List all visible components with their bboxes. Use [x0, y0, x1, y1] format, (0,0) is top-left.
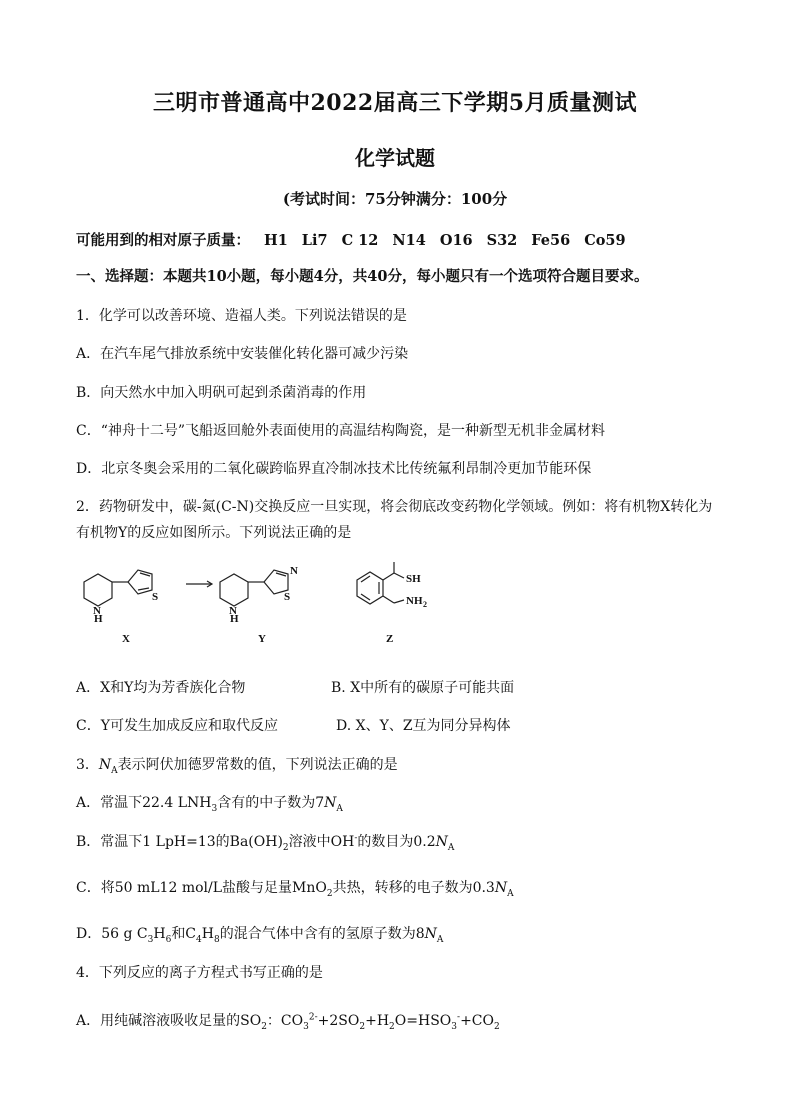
x-s-label: S [152, 591, 159, 603]
q1-option-d: D．北京冬奥会采用的二氧化碳跨临界直冷制冰技术比传统氟利昂制冷更加节能环保 [76, 461, 592, 477]
z-sh-label: SH [406, 573, 421, 585]
q3-d-and: 和C [171, 926, 197, 942]
q3-d-sub: 4 [196, 934, 202, 945]
q3-d-text: D．56 g C [76, 926, 148, 942]
q4-stem: 4．下列反应的离子方程式书写正确的是 [76, 965, 323, 981]
compound-x-label: X [122, 633, 130, 645]
na-subscript: A [111, 765, 118, 776]
q3-option-c [76, 877, 514, 899]
q3-d-sub: 6 [165, 934, 172, 945]
q4-a-text: O=HSO [394, 1013, 452, 1029]
q2-stem-line2: 有机物Y的反应如图所示。下列说法正确的是 [76, 525, 352, 541]
na-symbol: N [424, 926, 437, 942]
q4-a-sub: 2 [493, 1021, 500, 1032]
na-subscript: A [447, 842, 455, 853]
piperidine-ring-y [220, 574, 248, 606]
q3-stem [76, 754, 398, 776]
q3-a-text2: 含有的中子数为7 [217, 795, 325, 811]
q4-a-sup: - [457, 1012, 461, 1023]
na-subscript: A [507, 888, 514, 899]
na-symbol: N [494, 880, 508, 896]
q4-a-text: ：CO [266, 1013, 304, 1029]
z-nh2-label: NH [406, 595, 423, 607]
q4-a-sup: 2- [308, 1012, 318, 1023]
y-h-label: H [230, 613, 239, 625]
q3-b-text: B．常温下1 LpH=13的Ba(OH) [76, 834, 283, 850]
q3-option-b [76, 831, 454, 853]
q3-b-text2: 溶液中OH [288, 834, 355, 850]
atomic-mass-item: C 12 [341, 232, 379, 249]
q1-option-b: B．向天然水中加入明矾可起到杀菌消毒的作用 [76, 385, 367, 401]
q4-a-text: +H [365, 1013, 390, 1029]
na-subscript: A [436, 934, 444, 945]
atomic-mass-item: N14 [392, 232, 426, 249]
x-nh-label: N [93, 605, 101, 617]
q4-a-sub: 2 [359, 1021, 366, 1032]
compound-y-label: Y [258, 633, 266, 645]
piperidine-ring-x [84, 574, 112, 606]
atomic-mass-item: Co59 [584, 232, 626, 249]
subject-title: 化学试题 [355, 146, 435, 170]
atomic-masses-label: 可能用到的相对原子质量： [76, 232, 250, 249]
atomic-masses [76, 229, 626, 250]
q3-option-a [76, 792, 343, 814]
q3-d-text2: 的混合气体中含有的氢原子数为8 [219, 926, 425, 942]
q1-option-a: A．在汽车尾气排放系统中安装催化转化器可减少污染 [76, 346, 409, 362]
q3-b-sup: - [354, 833, 358, 844]
q3-c-text: C．将50 mL12 mol/L盐酸与足量MnO [76, 880, 327, 896]
y-s-label: S [284, 591, 291, 603]
q3-d-h: H [201, 926, 214, 942]
q3-d-h: H [153, 926, 166, 942]
atomic-mass-item: O16 [439, 232, 473, 249]
q3-a-sub: 3 [211, 803, 218, 814]
na-symbol: N [435, 834, 448, 850]
q3-option-d [76, 923, 443, 945]
atomic-mass-item: Li7 [301, 232, 328, 249]
reaction-figure [72, 560, 452, 650]
q2-stem-line1: 2．药物研发中，碳-氮(C-N)交换反应一旦实现，将会彻底改变药物化学领域。例如：将有机物X转化为 [76, 499, 713, 515]
q3-c-sub: 2 [326, 888, 333, 899]
q2-option-c: C．Y可发生加成反应和取代反应 [76, 718, 278, 734]
q4-a-sub: 2 [389, 1021, 395, 1032]
q4-a-text: A．用纯碱溶液吸收足量的SO [76, 1013, 262, 1029]
y-n-label: N [290, 565, 298, 577]
q4-option-a [76, 1010, 500, 1032]
q3-b-sub: 2 [282, 842, 289, 853]
q3-a-text: A．常温下22.4 LNH [76, 795, 212, 811]
y-nh-label: N [229, 605, 237, 617]
q1-option-c: C．“神舟十二号”飞船返回舱外表面使用的高温结构陶瓷，是一种新型无机非金属材料 [76, 423, 606, 439]
x-h-label: H [94, 613, 103, 625]
q2-option-a: A．X和Y均为芳香族化合物 [76, 680, 246, 696]
section-heading: 一、选择题：本题共10小题，每小题4分，共40分，每小题只有一个选项符合题目要求。 [76, 268, 649, 285]
exam-time-score: (考试时间：75分钟满分：100分 [282, 190, 508, 208]
na-subscript: A [336, 803, 343, 814]
z-nh2-subscript: 2 [423, 600, 427, 609]
na-symbol: N [324, 795, 337, 811]
q4-a-sub: 3 [451, 1021, 458, 1032]
q3-d-sub: 3 [147, 934, 154, 945]
q3-c-text2: 共热，转移的电子数为0.3 [332, 880, 495, 896]
exam-title: 三明市普通高中2022届高三下学期5月质量测试 [152, 90, 638, 116]
q4-a-sub: 3 [303, 1021, 309, 1032]
q3-number: 3． [76, 757, 99, 773]
q4-a-text: +CO [460, 1013, 494, 1029]
compound-z-label: Z [386, 633, 394, 645]
q2-option-b: B. X中所有的碳原子可能共面 [331, 680, 515, 696]
atomic-mass-item: H1 [264, 232, 288, 249]
q3-stem-text: 表示阿伏加德罗常数的值，下列说法正确的是 [117, 757, 398, 773]
q2-option-d: D. X、Y、Z互为同分异构体 [336, 718, 511, 734]
q4-a-text: +2SO [317, 1013, 360, 1029]
atomic-mass-item: Fe56 [531, 232, 571, 249]
q3-d-sub: 8 [213, 934, 220, 945]
q1-stem: 1．化学可以改善环境、造福人类。下列说法错误的是 [76, 308, 407, 324]
atomic-mass-item: S32 [486, 232, 518, 249]
q4-a-sub: 2 [261, 1021, 267, 1032]
q3-b-text3: 的数目为0.2 [357, 834, 436, 850]
na-symbol: N [98, 757, 112, 773]
